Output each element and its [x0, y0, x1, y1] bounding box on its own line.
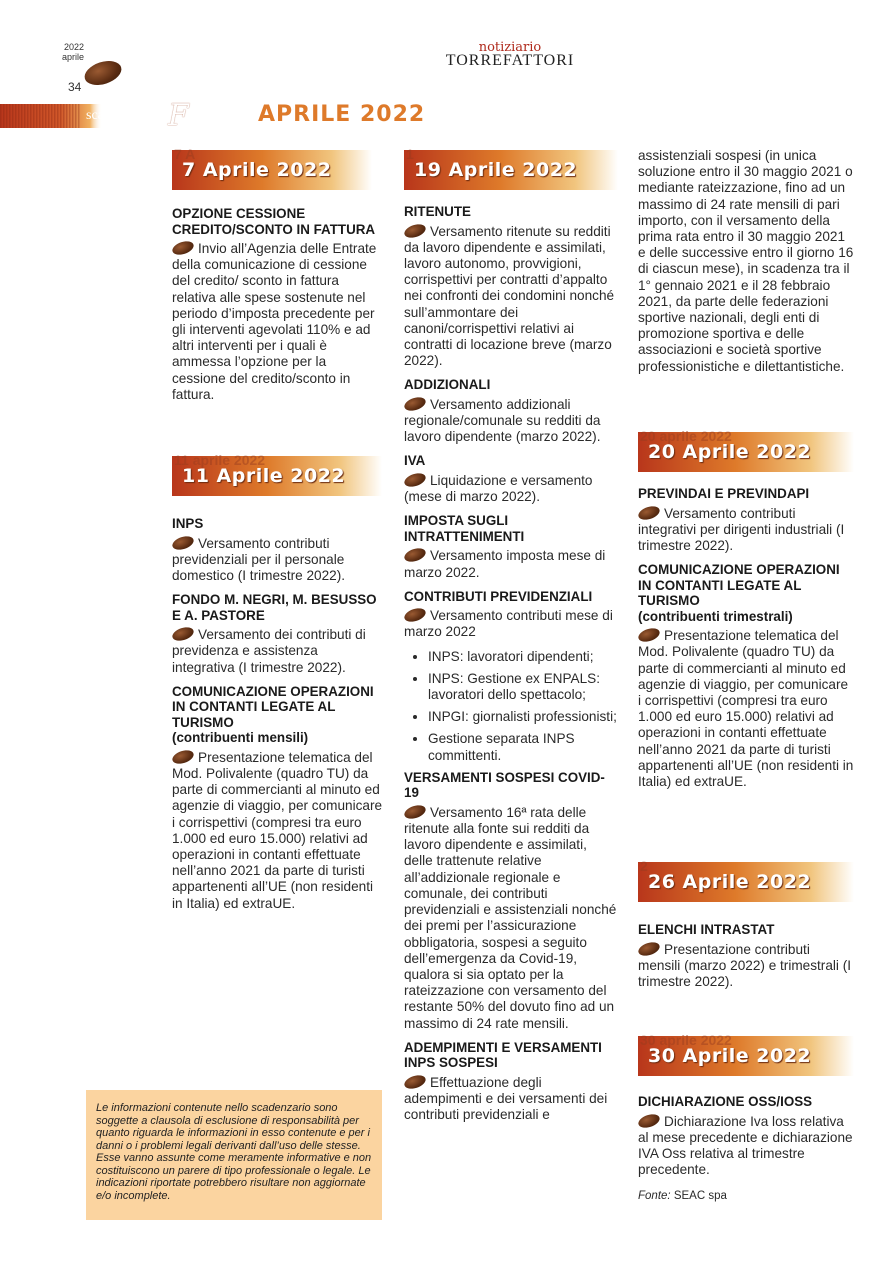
coffee-bean-icon — [637, 939, 662, 957]
paragraph: Presentazione telematica del Mod. Polivalente (quadro TU) da parte di commercianti al minuto ed agenzie di viaggio, per comunicare i corrispettivi (compresi tra euro 1.000 ed euro 15.000) relativi ad operazioni in contanti effettuate nell’anno 2021 da parte di turisti appartenenti all’UE (non residenti in Italia) ed extraUE. — [638, 628, 854, 790]
paragraph: Presentazione telematica del Mod. Polivalente (quadro TU) da parte di commercianti al minuto ed agenzie di viaggio, per comunicare i corrispettivi (compresi tra euro 1.000 ed euro 15.000) relativi ad operazioni in contanti effettuate nell’anno 2021 da parte di turisti appartenenti all’UE (non residenti in Italia) ed extraUE. — [172, 750, 384, 912]
heading-comunicazione-turismo: COMUNICAZIONE OPERAZIONI IN CONTANTI LEGATE AL TURISMO — [172, 683, 374, 730]
section-banner — [0, 98, 892, 133]
source-label: Fonte: — [638, 1190, 671, 1203]
bullet-list — [404, 649, 618, 764]
column-1-lower — [172, 516, 384, 920]
source-line — [638, 1188, 854, 1204]
heading-contributi-previdenziali: CONTRIBUTI PREVIDENZIALI — [404, 588, 593, 604]
date-ghost: 1 — [406, 146, 414, 162]
date-ghost: 7 A — [174, 146, 196, 162]
column-3-intrastat — [638, 922, 854, 998]
page-number: 34 — [68, 80, 82, 94]
date-title: 11 Aprile 2022 — [182, 465, 346, 487]
heading-inps: INPS — [172, 516, 204, 531]
paragraph: Versamento contributi integrativi per dirigenti industriali (I trimestre 2022). — [638, 506, 854, 555]
date-ghost: 20 aprile 2022 — [640, 428, 732, 444]
coffee-bean-icon — [403, 395, 428, 413]
paragraph: Presentazione contributi mensili (marzo 2022) e trimestrali (I trimestre 2022). — [638, 942, 854, 991]
heading-versamenti-sospesi: VERSAMENTI SOSPESI COVID-19 — [404, 769, 605, 801]
column-3-oss — [638, 1094, 854, 1213]
section-label-rest: iscale — [190, 108, 222, 123]
heading-contribuenti-trimestrali: (contribuenti trimestrali) — [638, 608, 793, 624]
paragraph: Dichiarazione Iva loss relativa al mese precedente e dichiarazione IVA Oss relativa al trimestre precedente. — [638, 1114, 854, 1179]
list-item: • INPS: Gestione ex ENPALS: lavoratori dello spettacolo; — [428, 671, 618, 703]
column-2 — [404, 204, 618, 1131]
date-title: 26 Aprile 2022 — [648, 871, 812, 893]
paragraph: Versamento imposta mese di marzo 2022. — [404, 548, 618, 580]
date-title: 7 Aprile 2022 — [182, 159, 332, 181]
heading-ritenute: RITENUTE — [404, 204, 471, 219]
coffee-bean-icon — [171, 533, 196, 551]
heading-elenchi-intrastat: ELENCHI INTRASTAT — [638, 922, 775, 937]
coffee-bean-icon — [171, 748, 196, 766]
masthead-line1: notiziario — [478, 40, 542, 55]
date-header-20-aprile — [638, 428, 854, 472]
column-3-top — [638, 148, 854, 383]
section-script-letter: F — [168, 98, 189, 133]
date-title: 20 Aprile 2022 — [648, 441, 812, 463]
page-month: aprile — [62, 52, 85, 62]
coffee-bean-icon — [403, 546, 428, 564]
paragraph: Versamento contributi previdenziali per il personale domestico (I trimestre 2022). — [172, 536, 384, 585]
list-item: • INPGI: giornalisti professionisti; — [428, 709, 618, 725]
heading-previndai: PREVINDAI E PREVINDAPI — [638, 486, 810, 501]
coffee-bean-icon — [637, 503, 662, 521]
section-label: scadenzario — [86, 108, 153, 123]
coffee-bean-icon — [171, 625, 196, 643]
coffee-bean-icon — [403, 471, 428, 489]
date-ghost: 30 aprile 2022 — [640, 1032, 732, 1048]
heading-adempimenti-inps: ADEMPIMENTI E VERSAMENTI INPS SOSPESI — [404, 1039, 602, 1071]
date-header-30-aprile — [638, 1032, 854, 1076]
coffee-bean-icon — [403, 221, 428, 239]
coffee-bean-icon — [637, 626, 662, 644]
heading-imposta-intrattenimenti: IMPOSTA SUGLI INTRATTENIMENTI — [404, 513, 525, 544]
date-ghost: 2 — [640, 858, 648, 874]
heading-addizionali: ADDIZIONALI — [404, 377, 491, 393]
paragraph: Liquidazione e versamento (mese di marzo 2022). — [404, 473, 618, 505]
masthead-line2: TORREFATTORI — [445, 52, 575, 69]
column-3-middle — [638, 486, 854, 798]
source-value: SEAC spa — [673, 1190, 727, 1203]
heading-fondo-negri: FONDO M. NEGRI, M. BESUSSO E A. PASTORE — [172, 592, 377, 623]
coffee-bean-icon — [403, 606, 428, 624]
heading-comunicazione-turismo: COMUNICAZIONE OPERAZIONI IN CONTANTI LEGATE AL TURISMO — [638, 562, 840, 609]
page-year: 2022 — [64, 42, 85, 52]
paragraph: Versamento addizionali regionale/comunale su redditi da lavoro dipendente (marzo 2022). — [404, 397, 618, 446]
date-title: 19 Aprile 2022 — [414, 159, 578, 181]
coffee-bean-icon — [637, 1111, 662, 1129]
date-header-26-aprile — [638, 858, 854, 902]
date-header-19-aprile — [404, 146, 618, 190]
coffee-bean-icon — [403, 803, 428, 821]
date-header-7-aprile — [172, 146, 372, 190]
heading-iva: IVA — [404, 453, 426, 469]
heading-dichiarazione-oss: DICHIARAZIONE OSS/IOSS — [638, 1094, 813, 1109]
paragraph: Versamento 16ª rata delle ritenute alla fonte sui redditi da lavoro dipendente e assimilati, delle trattenute relative all’addizionale regionale e comunale, dei contributi previdenziali e assistenziali nonché dei premi per l’assicurazione obbligatoria, sospesi a seguito dell’emergenza da Covid-19, qualora si sia optato per la rateizzazione con versamento del restante 50% del dovuto fino ad un massimo di 24 rate mensili. — [404, 805, 618, 1032]
date-ghost: 11 aprile 2022 — [174, 452, 266, 468]
paragraph: Versamento ritenute su redditi da lavoro dipendente e assimilati, lavoro autonomo, provvigioni, corrispettivi per contratti d’appalto nei confronti dei condomini nonché sull’ammontare dei canoni/corrispettivi relativi ai contratti di locazione breve (marzo 2022). — [404, 224, 618, 370]
column-1 — [172, 206, 382, 411]
paragraph: Effettuazione degli adempimenti e dei versamenti dei contributi previdenziali e — [404, 1075, 618, 1124]
date-header-11-aprile — [172, 452, 382, 496]
coffee-bean-icon — [403, 1073, 428, 1091]
section-separator: · — [244, 106, 250, 123]
paragraph: Invio all’Agenzia delle Entrate della comunicazione di cessione del credito/ sconto in fattura relativa alle spese sostenute nel periodo d’imposta precedente per gli interventi agevolati 110% e ad altri interventi per i quali è ammessa l’opzione per la cessione del credito/sconto in fattura. — [172, 241, 382, 403]
heading-opzione-cessione: OPZIONE CESSIONE CREDITO/SCONTO IN FATTURA — [172, 206, 376, 237]
section-title: APRILE 2022 — [258, 102, 426, 127]
paragraph: assistenziali sospesi (in unica soluzione entro il 30 maggio 2021 o mediante rateizzazione, fino ad un massimo di 24 rate mensili di pari importo, con il versamento della prima rata entro il 30 maggio 2021 e delle successive entro il giorno 16 di ciascun mese), in scadenza tra il 1° gennaio 2021 e il 28 febbraio 2021, da parte delle federazioni sportive nazionali, degli enti di promozione sportiva e delle associazioni e società sportive professionistiche e dilettantistiche. — [638, 148, 854, 374]
list-item: • Gestione separata INPS committenti. — [428, 731, 618, 763]
list-item: • INPS: lavoratori dipendenti; — [428, 649, 618, 665]
disclaimer-box: Le informazioni contenute nello scadenzario sono soggette a clausola di esclusione di responsabilità per quanto riguarda le informazioni in esso contenute e per i danni o i problemi legali derivanti dall’uso delle stesse. Esse vanno assunte come meramente informative e non costituiscono un parere di tipo professionale o legale. Le indicazioni riportate potrebbero risultare non aggiornate e/o incomplete. — [86, 1090, 382, 1220]
paragraph: Versamento contributi mese di marzo 2022 — [404, 608, 618, 640]
paragraph: Versamento dei contributi di previdenza e assistenza integrativa (I trimestre 2022). — [172, 627, 384, 676]
date-title: 30 Aprile 2022 — [648, 1045, 812, 1067]
heading-contribuenti-mensili: (contribuenti mensili) — [172, 730, 309, 746]
coffee-bean-icon — [171, 239, 196, 257]
